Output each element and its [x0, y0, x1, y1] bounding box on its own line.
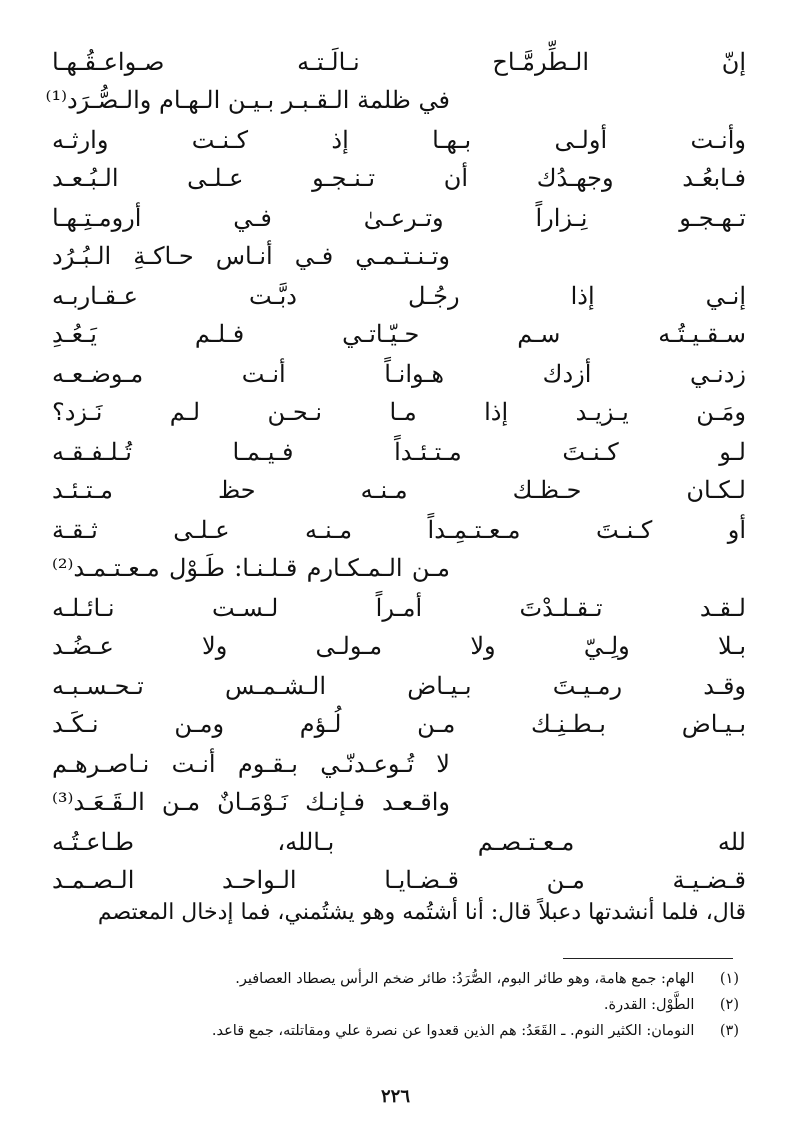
footnote-2	[59, 992, 739, 1018]
footnote-text: الطَّوْل: القدرة.	[603, 997, 695, 1013]
verse-9-first-hemistich: وقـد رمـيـتَ بـيـاض الـشـمـس تـحـسـبـه	[52, 672, 746, 700]
verse-8-second-hemistich: بـلا ولِـيّ ولا مـولـى ولا عـضُـد	[52, 632, 746, 660]
footnotes	[59, 966, 739, 1044]
verse-10-first-hemistich: لا تُـوعـدنّـي بـقـوم أنـت نـاصـرهـم	[52, 750, 450, 778]
footnote-1	[59, 966, 739, 992]
verse-9-second-hemistich: بـيـاض بـطـنِـك مـن لُـؤم ومـن نـكَـد	[52, 710, 746, 738]
verse-8-first-hemistich: لـقـد تـقـلـدْتَ أمـراً لـسـت نـائـلـه	[52, 594, 746, 622]
prose-paragraph: قال، فلما أنشدتها دعبلاً قال: أنا أشتُمه وهو يشتُمني، فما إدخال المعتصم	[97, 900, 746, 925]
verse-3-second-hemistich: وتـنـتـمـي فـي أنـاس حـاكـةِ الـبُـرُد	[52, 242, 450, 270]
verse-1-first-hemistich: إنّ الـطِّرمَّـاح نـالَـتـه صـواعـقُـهـا	[52, 48, 746, 76]
verse-11-first-hemistich: لله مـعـتـصـم بـالله، طـاعـتُـه	[52, 828, 746, 856]
footnote-number: (١)	[719, 971, 739, 987]
footnote-text: الهام: جمع هامة، وهو طائر البوم، الصُّرَدُ: طائر ضخم الرأس يصطاد العصافير.	[235, 971, 695, 987]
verse-10-second-hemistich: واقـعـد فـإنـك نَـوْمَـانٌ مـن الـقَـعَـد⁽³⁾	[52, 788, 450, 816]
footnote-text: النومان: الكثير النوم. ـ القَعَدُ: هم الذين قعدوا عن نصرة علي ومقاتلته، جمع قاعد.	[211, 1023, 695, 1039]
verse-5-first-hemistich: زدنـي أزدك هـوانـاً أنـت مـوضـعـه	[52, 360, 746, 388]
verse-7-second-hemistich: مـن الـمـكـارم قـلـنـا: طَـوْل مـعـتـمـد⁽²⁾	[52, 554, 450, 582]
verse-11-second-hemistich: قـضـيـة مـن قـضـايـا الـواحـد الـصـمـد	[52, 866, 746, 894]
verse-6-first-hemistich: لـو كـنـتَ مـتـئـداً فـيـمـا تُـلـفـقـه	[52, 438, 746, 466]
verse-2-second-hemistich: فـابعُـد وجهـدُك أن تـنـجـو عـلـى الـبُـعـد	[52, 164, 746, 192]
footnote-number: (٣)	[719, 1023, 739, 1039]
verse-4-first-hemistich: إنـي إذا رجُـل دبَّـت عـقـاربـه	[52, 282, 746, 310]
verse-5-second-hemistich: ومَـن يـزيـد إذا مـا نـحـن لـم نَـزد؟	[52, 398, 746, 426]
verse-2-first-hemistich: وأنـت أولـى بـهـا إذ كـنـت وارثـه	[52, 126, 746, 154]
verse-6-second-hemistich: لـكـان حـظـك مـنـه حظ مـتـئـد	[52, 476, 746, 504]
verse-1-second-hemistich: في ظلمة الـقـبـر بـيـن الـهـام والـصُّـرَد⁽¹⁾	[45, 86, 450, 114]
page-number: ٢٢٦	[380, 1086, 410, 1107]
verse-7-first-hemistich: أو كـنـتَ مـعـتـمِـداً مـنـه عـلـى ثـقـة	[52, 516, 746, 544]
footnote-3	[59, 1018, 739, 1044]
verse-4-second-hemistich: سـقـيـتُـه سـم حـيّـاتـي فـلـم يَـعُـدِ	[52, 320, 746, 348]
verse-3-first-hemistich: تـهـجـو نِـزاراً وتـرعـىٰ فـي أرومـتِـهـا	[52, 204, 746, 232]
footnote-number: (٢)	[719, 997, 739, 1013]
footnote-separator	[563, 958, 733, 959]
